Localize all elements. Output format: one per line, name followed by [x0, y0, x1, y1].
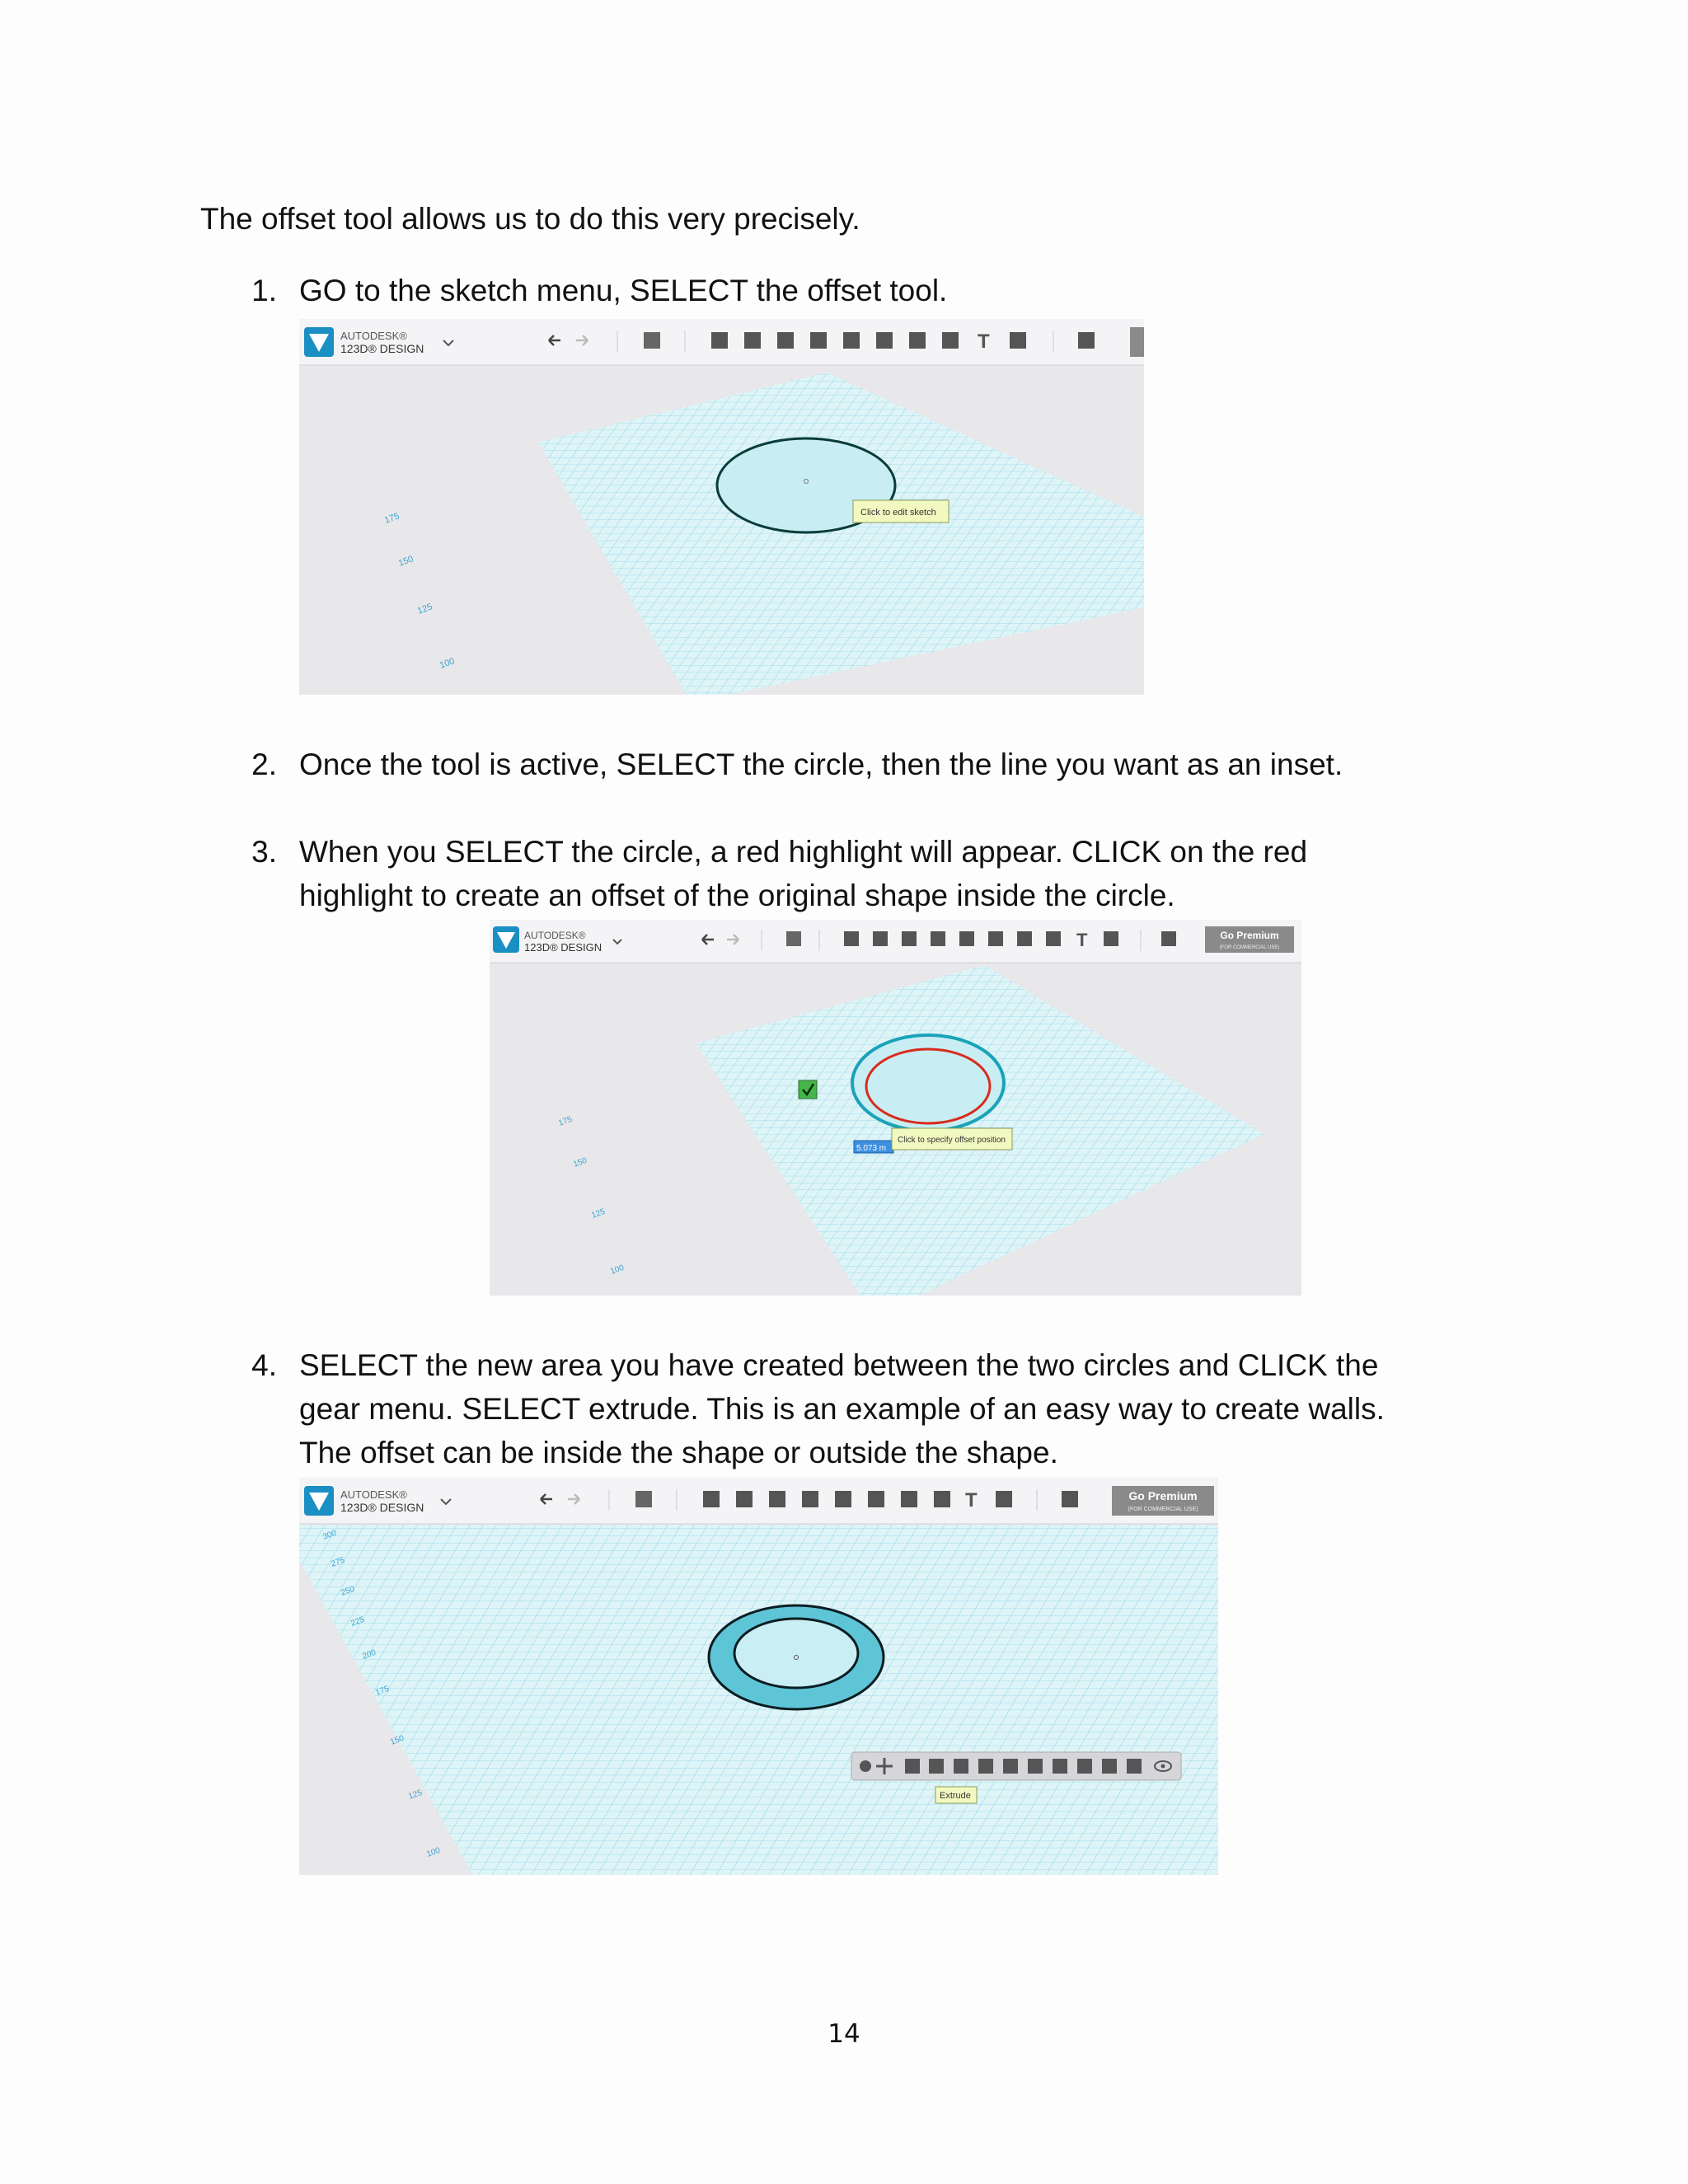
app-screenshot-3 — [299, 1478, 1218, 1875]
screenshot-offset-tool — [299, 319, 1144, 695]
step-number: 2. — [251, 748, 277, 781]
step-text: Once the tool is active, SELECT the circle, then the line you want as an inset. — [299, 748, 1343, 781]
tooltip — [892, 1128, 1012, 1150]
app-screenshot-1 — [299, 319, 1144, 695]
measure-icon[interactable] — [934, 1491, 950, 1507]
svg-text:Go Premium: Go Premium — [1128, 1489, 1198, 1502]
primitives-icon[interactable] — [844, 931, 859, 946]
tooltip — [853, 500, 949, 523]
svg-text:Click to specify offset positi: Click to specify offset position — [898, 1136, 1006, 1145]
text-tool-icon[interactable]: T — [978, 330, 990, 353]
step-number: 1. — [251, 274, 277, 307]
brand-bottom: 123D® DESIGN — [524, 941, 603, 954]
pattern-icon[interactable] — [959, 931, 974, 946]
step-text: GO to the sketch menu, SELECT the offset tool. — [299, 274, 948, 307]
ruler-labels — [383, 511, 456, 671]
extrude-icon[interactable] — [929, 1759, 944, 1774]
brand-bottom: 123D® DESIGN — [340, 1501, 424, 1514]
confirm-checkbox[interactable] — [799, 1080, 817, 1099]
offset-value-input[interactable] — [854, 1141, 893, 1153]
svg-text:250: 250 — [340, 1584, 356, 1598]
sketch-icon[interactable] — [744, 332, 761, 349]
svg-text:Extrude: Extrude — [940, 1791, 971, 1801]
primitives-icon[interactable] — [703, 1491, 720, 1507]
text-tool-icon[interactable]: T — [965, 1489, 978, 1511]
svg-text:5.073 m: 5.073 m — [856, 1144, 887, 1153]
pattern-icon[interactable] — [843, 332, 860, 349]
step-text: highlight to create an offset of the original shape inside the circle. — [299, 879, 1175, 912]
page-number: 14 — [828, 2019, 860, 2049]
autodesk-logo-icon — [304, 1486, 334, 1516]
snap-icon[interactable] — [996, 1491, 1012, 1507]
combine-icon[interactable] — [1017, 931, 1032, 946]
new-object-icon[interactable] — [635, 1491, 652, 1507]
text-tool-icon[interactable]: T — [1076, 930, 1088, 950]
svg-text:175: 175 — [382, 511, 401, 526]
ruler-labels — [557, 1115, 626, 1277]
svg-text:Click to edit sketch: Click to edit sketch — [860, 508, 936, 518]
align-icon[interactable] — [1028, 1759, 1043, 1774]
screenshot-extrude — [299, 1478, 1218, 1875]
svg-text:150: 150 — [572, 1155, 588, 1169]
material-icon[interactable] — [1161, 931, 1176, 946]
svg-text:Go Premium: Go Premium — [1220, 930, 1279, 941]
step-text: When you SELECT the circle, a red highlight will appear. CLICK on the red — [299, 835, 1308, 869]
go-premium-button[interactable] — [1205, 926, 1294, 953]
context-toolbar[interactable] — [851, 1752, 1181, 1780]
svg-text:(FOR COMMERCIAL USE): (FOR COMMERCIAL USE) — [1128, 1507, 1198, 1512]
snap-icon[interactable] — [1010, 332, 1026, 349]
step-text: The offset can be inside the shape or outside the shape. — [299, 1436, 1058, 1469]
svg-text:225: 225 — [349, 1615, 366, 1629]
tooltip — [935, 1787, 977, 1803]
pattern-icon[interactable] — [835, 1491, 851, 1507]
svg-text:275: 275 — [330, 1555, 346, 1569]
revolve-icon[interactable] — [978, 1759, 993, 1774]
construct-icon[interactable] — [777, 332, 794, 349]
step-number: 3. — [251, 835, 277, 869]
svg-text:175: 175 — [557, 1114, 574, 1128]
grouping-icon[interactable] — [988, 931, 1003, 946]
modify-icon[interactable] — [931, 931, 945, 946]
step-text: SELECT the new area you have created between the two circles and CLICK the — [299, 1348, 1379, 1382]
mirror-icon[interactable] — [1102, 1759, 1117, 1774]
construct-icon[interactable] — [769, 1491, 785, 1507]
intro-text: The offset tool allows us to do this very precisely. — [200, 202, 860, 236]
svg-text:200: 200 — [361, 1647, 377, 1661]
measure-icon[interactable] — [942, 332, 959, 349]
new-object-icon[interactable] — [644, 332, 660, 349]
construct-icon[interactable] — [902, 931, 917, 946]
combine-icon[interactable] — [901, 1491, 917, 1507]
svg-text:100: 100 — [609, 1263, 626, 1277]
smart-scale-icon[interactable] — [1077, 1759, 1092, 1774]
svg-text:100: 100 — [438, 656, 457, 671]
svg-text:(FOR COMMERCIAL USE): (FOR COMMERCIAL USE) — [1219, 945, 1280, 950]
step-number: 4. — [251, 1348, 277, 1382]
go-premium-button[interactable] — [1112, 1486, 1214, 1516]
gear-icon[interactable] — [860, 1760, 871, 1772]
svg-text:125: 125 — [415, 602, 434, 616]
snap-icon[interactable] — [1053, 1759, 1067, 1774]
autodesk-logo-icon — [304, 327, 334, 357]
grouping-icon[interactable] — [868, 1491, 884, 1507]
svg-text:300: 300 — [321, 1528, 338, 1542]
svg-text:125: 125 — [407, 1788, 424, 1802]
modify-icon[interactable] — [810, 332, 827, 349]
measure-icon[interactable] — [1046, 931, 1061, 946]
loft-icon[interactable] — [1003, 1759, 1018, 1774]
svg-text:150: 150 — [389, 1733, 406, 1747]
scale-icon[interactable] — [905, 1759, 920, 1774]
app-screenshot-2 — [490, 920, 1301, 1296]
material-icon[interactable] — [1078, 332, 1095, 349]
svg-text:100: 100 — [425, 1845, 442, 1859]
modify-icon[interactable] — [802, 1491, 818, 1507]
brand-top: AUTODESK® — [340, 330, 407, 342]
brand-top: AUTODESK® — [524, 930, 586, 941]
autodesk-logo-icon — [493, 926, 519, 953]
svg-text:175: 175 — [374, 1684, 391, 1698]
new-object-icon[interactable] — [786, 931, 801, 946]
primitives-icon[interactable] — [711, 332, 728, 349]
screenshot-red-highlight — [490, 920, 1301, 1296]
tweak-icon[interactable] — [1127, 1759, 1142, 1774]
material-icon[interactable] — [1062, 1491, 1078, 1507]
brand-bottom: 123D® DESIGN — [340, 342, 424, 355]
sketch-icon[interactable] — [736, 1491, 753, 1507]
svg-text:125: 125 — [590, 1207, 607, 1221]
sweep-icon[interactable] — [954, 1759, 968, 1774]
sketch-icon[interactable] — [873, 931, 888, 946]
combine-icon[interactable] — [909, 332, 926, 349]
brand-top: AUTODESK® — [340, 1488, 407, 1501]
grouping-icon[interactable] — [876, 332, 893, 349]
snap-icon[interactable] — [1104, 931, 1118, 946]
step-text: gear menu. SELECT extrude. This is an example of an easy way to create walls. — [299, 1392, 1385, 1426]
svg-text:150: 150 — [396, 554, 415, 569]
